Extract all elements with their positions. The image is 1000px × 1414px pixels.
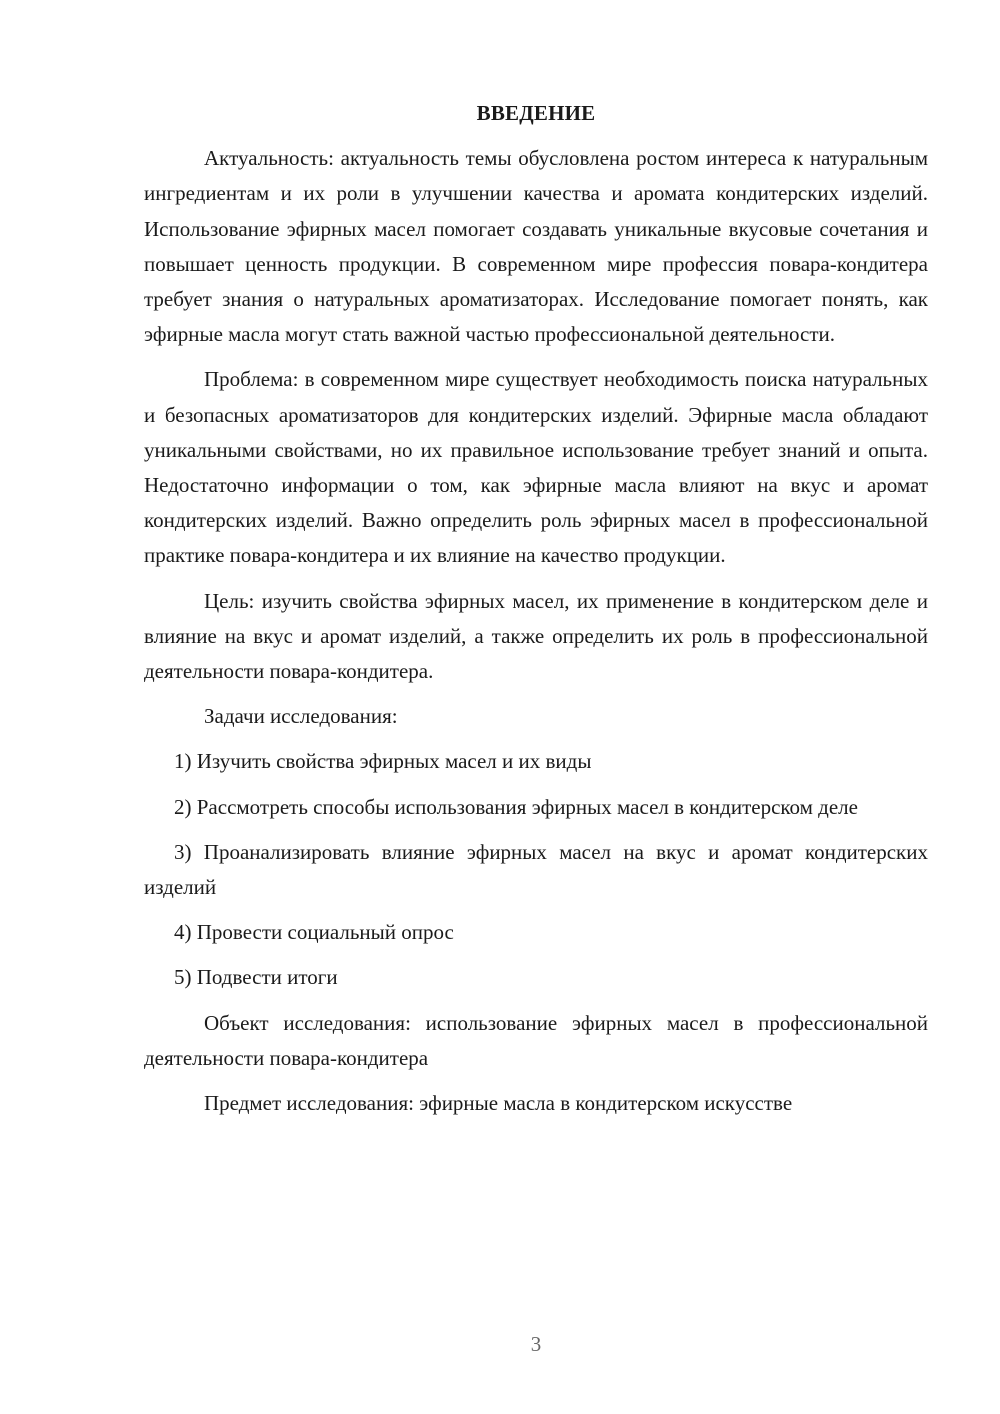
task-item: 3) Проанализировать влияние эфирных масел на вкус и аромат кондитерских изделий xyxy=(144,839,928,900)
task-item: 4) Провести социальный опрос xyxy=(174,920,454,945)
task-item: 5) Подвести итоги xyxy=(174,965,338,990)
page-number: 3 xyxy=(530,1332,542,1356)
tasks-heading: Задачи исследования: xyxy=(204,704,398,729)
paragraph-object: Объект исследования: использование эфирных масел в профессиональной деятельности повара-кондитера xyxy=(144,1010,928,1070)
paragraph-goal: Цель: изучить свойства эфирных масел, их применение в кондитерском деле и влияние на вкус и аромат изделий, а также определить их роль в профессиональной деятельности повара-кондитера. xyxy=(144,588,928,684)
paragraph-subject: Предмет исследования: эфирные масла в кондитерском искусстве xyxy=(204,1091,793,1116)
section-title: ВВЕДЕНИЕ xyxy=(476,101,596,125)
task-item: 2) Рассмотреть способы использования эфирных масел в кондитерском деле xyxy=(174,794,858,819)
task-item: 1) Изучить свойства эфирных масел и их виды xyxy=(174,749,592,774)
paragraph-relevance: Актуальность: актуальность темы обусловлена ростом интереса к натуральным ингредиентам и их роли в улучшении качества и аромата кондитерских изделий. Использование эфирных масел помогает создавать уникальные вкусовые сочетания и повышает ценность продукции. В современном мире профессия повара-кондитера требует знания о натуральных ароматизаторах. Исследование помогает понять, как эфирные масла могут стать важной частью профессиональной деятельности. xyxy=(144,146,928,347)
document-page xyxy=(144,96,928,1131)
paragraph-problem: Проблема: в современном мире существует необходимость поиска натуральных и безопасных ароматизаторов для кондитерских изделий. Эфирные масла обладают уникальными свойствами, но их правильное использование требует знаний и опыта. Недостаточно информации о том, как эфирные масла влияют на вкус и аромат кондитерских изделий. Важно определить роль эфирных масел в профессиональной практике повара-кондитера и их влияние на качество продукции. xyxy=(144,367,928,568)
